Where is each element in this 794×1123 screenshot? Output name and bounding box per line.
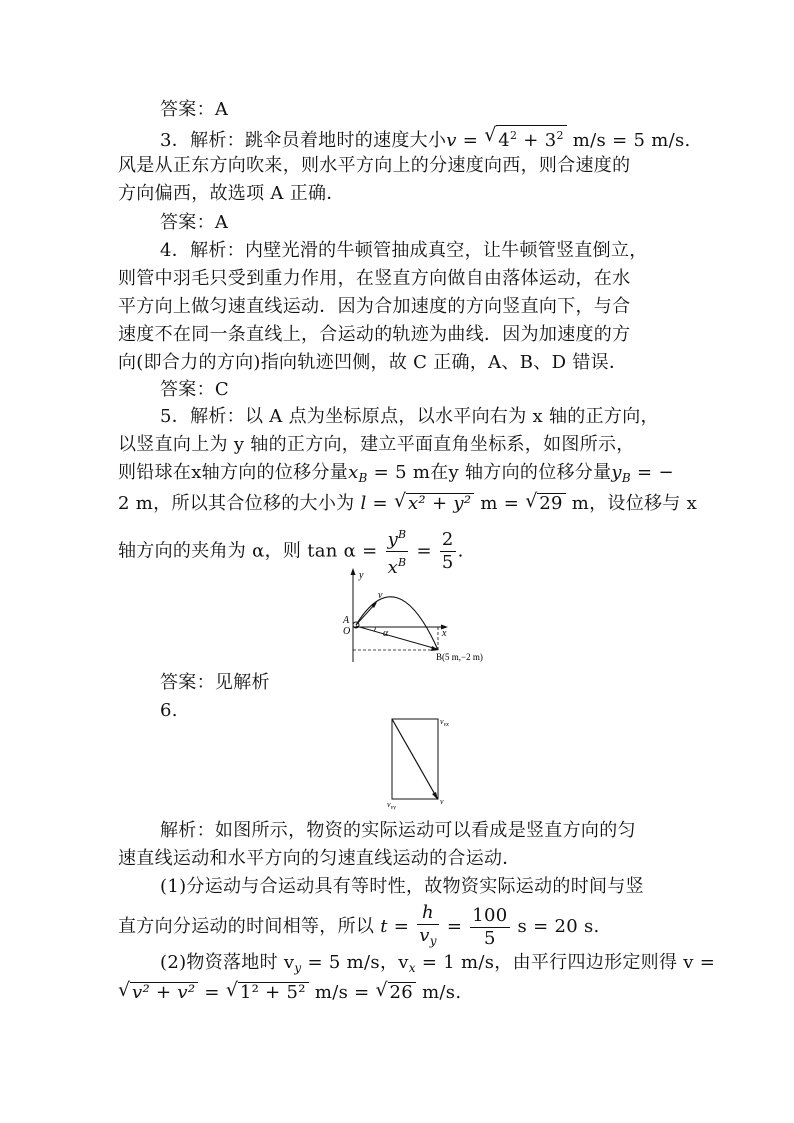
var-v: v [446,130,457,151]
y-axis-arrow-icon [351,568,356,575]
q4-line-3: 平方向上做匀速直线运动．因为合加速度的方向竖直向下，与合 [118,296,631,317]
label-v: v [440,797,444,806]
q3-text: 跳伞员着地时的速度大小 [244,130,447,151]
q5-answer [160,670,270,696]
label-x: x [442,628,447,639]
sqrt-radicand: 26 [388,982,417,1003]
label-O: O [343,626,351,637]
var-x: x [387,557,399,578]
q4-answer [160,377,229,403]
subscript-B: B [358,471,368,485]
radicand-a: 4 [498,130,510,151]
q5-line-3 [118,460,674,491]
answer-label: 答案： [160,379,215,400]
sqrt-radicand: 29 [537,493,566,514]
q6-line-1 [160,818,636,844]
label-v: v [378,590,383,601]
q6-text: m/s. [416,982,462,1003]
exponent: 2 [556,129,564,142]
answer-label: 答案： [160,99,215,120]
q5-line-1 [160,404,659,430]
q5-text: 则铅球在x轴方向的位移分量 [118,462,349,483]
q5-text: m，设位移与 x [565,493,698,514]
fraction-numerator: 100 [472,904,508,926]
sqrt-radicand [496,125,567,151]
answer-value: 见解析 [214,672,270,693]
q5-text: = − [631,462,674,483]
q5-line-2: 以竖直向上为 y 轴的正方向，建立平面直角坐标系，如图所示， [118,434,635,455]
answer-line-2 [160,97,228,123]
answer-value: A [214,99,229,120]
angle-arc [374,627,375,631]
q3-line-1 [160,125,691,154]
q5-text: m = [474,493,526,514]
trajectory-figure [338,566,498,666]
velocity-figure [382,714,452,810]
q6-line-2: 速直线运动和水平方向的匀速直线运动的合运动． [118,848,521,869]
analysis-label: 解析： [190,130,245,151]
var-y: y [611,462,622,483]
subscript-y: y [294,961,302,975]
radicand-b: + 3 [517,130,557,151]
label-B: B(5 m,−2 m) [436,652,483,662]
var-x: x [348,462,359,483]
sqrt-expression [118,980,198,1006]
q4-line-2: 则管中羽毛只受到重力作用，在竖直方向做自由落体运动，在水 [118,268,631,289]
fraction-numerator: 2 [441,529,454,550]
label-alpha: α [383,628,389,639]
superscript-B: B [398,528,407,541]
q3-line-2: 风是从正东方向吹来，则水平方向上的分速度向西，则合速度的 [118,155,631,176]
answer-label: 答案： [160,672,215,693]
fraction-numerator [386,524,409,552]
q5-text: 轴方向的夹角为 α，则 tan α = [118,540,384,562]
q4-line-5: 向(即合力的方向)指向轨迹凹侧，故 C 正确，A、B、D 错误． [118,352,628,373]
q6-text: = 1 m/s，由平行四边形定则得 v = [415,952,716,973]
equals: = [440,916,469,937]
label-y: y [359,570,364,581]
sqrt-expression [376,980,417,1006]
var-v: v [419,925,430,946]
equals: = [366,493,394,514]
equals: = [456,130,485,151]
trajectory-curve [356,597,438,650]
analysis-label: 解析： [190,240,245,261]
q4-text: 内壁光滑的牛顿管抽成真空，让牛顿管竖直倒立， [244,240,648,261]
q5-text: 以 A 点为坐标原点，以水平向右为 x 轴的正方向， [244,406,659,427]
label-vx-sub: vx [443,722,449,728]
exponent: 2 [509,129,518,142]
sqrt-radicand: 1² + 5² [238,982,309,1003]
q3-line-3: 方向偏西，故选项 A 正确． [118,183,345,204]
fraction [470,905,509,950]
label-vy: $v_{vy}$ [387,800,396,810]
label-vx: $v_{vx}$ [440,717,449,728]
equals: = [410,540,438,562]
subscript-x: x [408,961,416,975]
fraction-denominator: 5 [441,552,454,573]
displacement-vector [356,626,437,649]
fraction-denominator [417,925,439,952]
superscript-B: B [398,556,407,569]
var-t: t [380,916,388,937]
analysis-label: 解析： [160,820,215,841]
q5-text: 2 m，所以其合位移的大小为 [118,493,361,514]
subscript-y: y [429,934,437,948]
answer-label: 答案： [160,212,215,233]
velocity-vector [356,604,375,625]
subscript-B: B [621,471,632,485]
var-l: l [360,493,367,514]
q4-line-1 [160,238,648,264]
q6-result: s = 20 s. [511,916,600,937]
fraction-numerator: h [417,902,439,925]
fraction [417,902,439,952]
resultant-velocity [392,719,437,798]
question-number: 3． [160,130,191,151]
q3-answer [160,210,228,236]
q6-text: 直方向分运动的时间相等，所以 [118,916,381,937]
question-number: 4． [160,240,191,261]
q6-p1-line-2 [118,902,600,952]
q3-result: m/s = 5 m/s. [566,130,691,151]
answer-value: A [214,212,229,233]
q5-line-4 [118,491,697,517]
sqrt-radicand: x² + y² [406,493,474,514]
sqrt-expression [394,491,474,517]
q6-text: 如图所示，物资的实际运动可以看成是竖直方向的匀 [214,820,636,841]
equals: = [198,982,226,1003]
q6-p1-line-1: (1)分运动与合运动具有等时性，故物资实际运动的时间与竖 [160,876,644,897]
q6-text: (2)物资落地时 v [160,952,295,973]
analysis-label: 解析： [190,406,245,427]
question-number: 6. [160,700,178,721]
equals: = [387,916,416,937]
q4-line-4: 速度不在同一条直线上，合运动的轨迹为曲线．因为加速度的方 [118,324,631,345]
q6-p2-line-1 [160,950,715,981]
q6-text: m/s = [308,982,376,1003]
question-number: 5． [160,406,191,427]
q5-text: . [457,540,464,562]
q5-text: = 5 m在y 轴方向的位移分量 [367,462,612,483]
q6-text: = 5 m/s，v [301,952,409,973]
sqrt-expression [226,980,309,1006]
answer-value: C [214,379,229,400]
q6-p2-line-2 [118,980,461,1006]
sqrt-radicand: v² + v² [130,982,198,1003]
var-y: y [387,529,399,550]
sqrt-expression [484,125,567,154]
fraction-denominator: 5 [483,927,496,949]
sqrt-expression [525,491,566,517]
label-A: A [343,615,350,626]
label-vy-sub: vy [390,805,396,810]
